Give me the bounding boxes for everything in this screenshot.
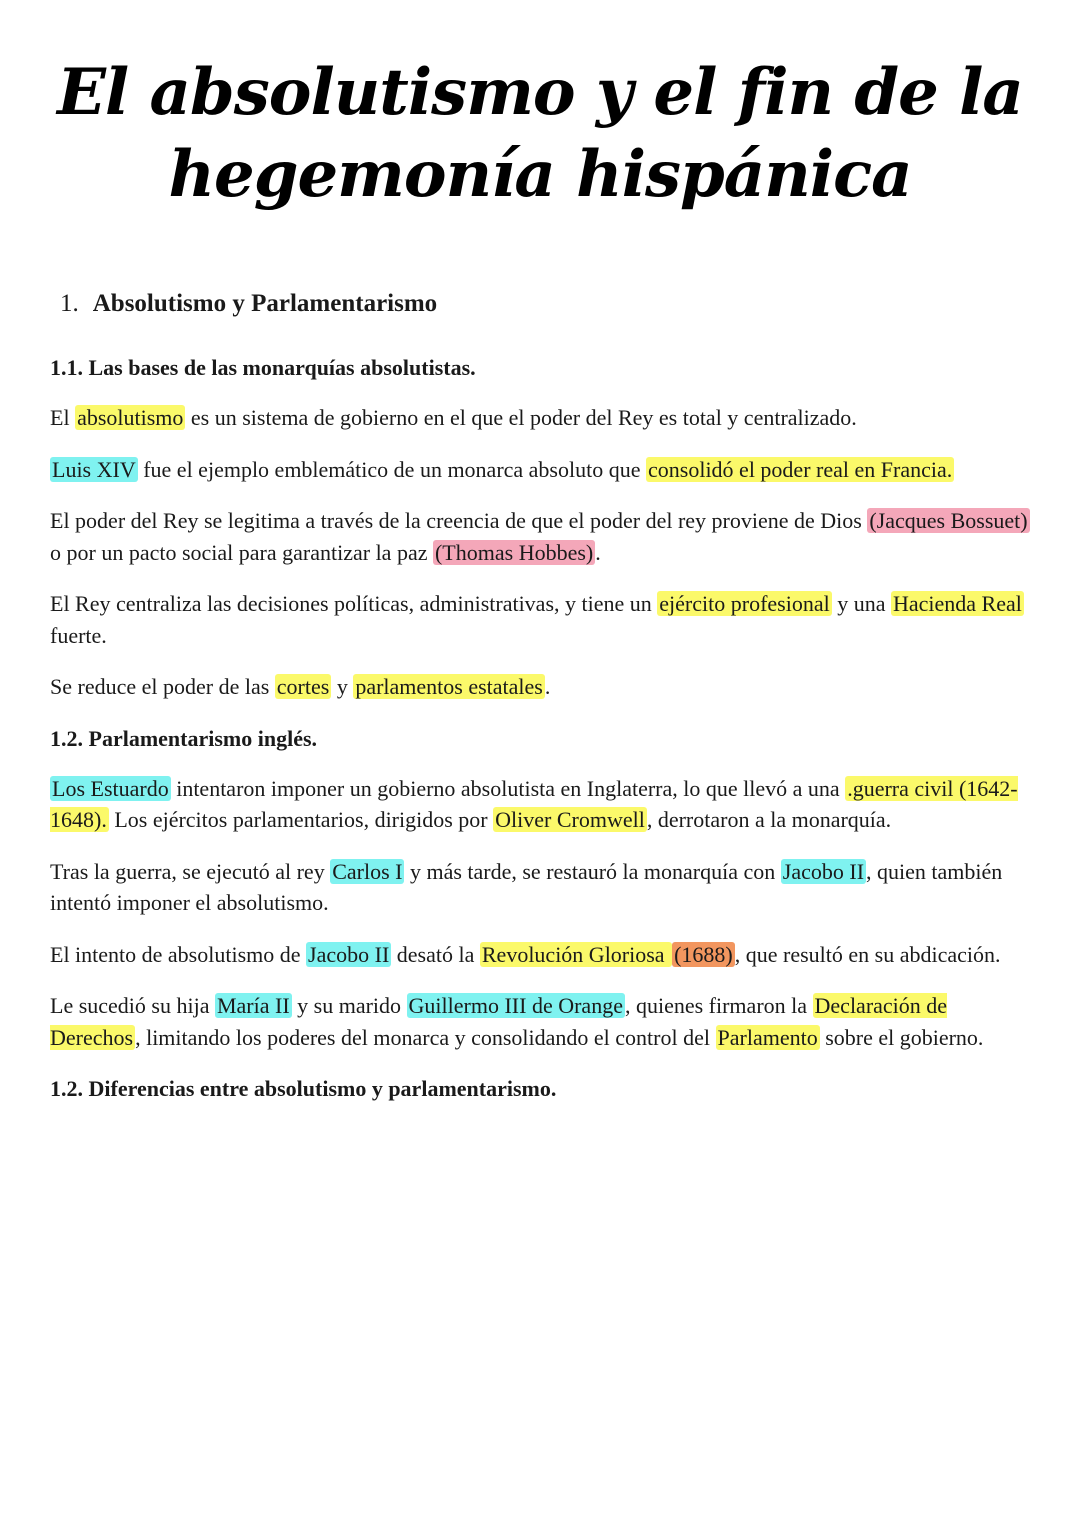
section-title: Absolutismo y Parlamentarismo	[92, 290, 438, 317]
paragraph-estuardo	[50, 773, 1035, 836]
subsection-heading-1-2: 1.2. Parlamentarismo inglés.	[50, 725, 318, 751]
highlight-orange: (1688)	[674, 941, 733, 967]
highlight-pink: (Jacques Bossuet)	[869, 508, 1028, 533]
section-heading	[60, 286, 1035, 322]
text: sobre el gobierno.	[819, 1024, 984, 1050]
highlight-yellow: Revolución Gloriosa	[481, 941, 671, 967]
highlight-cyan: Luis XIV	[52, 456, 136, 482]
text: Tras la guerra, se ejecutó al rey	[50, 858, 331, 884]
highlight-cyan: Jacobo II	[308, 941, 390, 967]
highlight-yellow: absolutismo	[77, 405, 184, 430]
section-number: 1.	[60, 290, 79, 317]
text: , limitando los poderes del monarca y consolidando el control del	[135, 1024, 716, 1050]
highlight-yellow: Parlamento	[717, 1024, 818, 1050]
text: fuerte.	[50, 622, 107, 648]
paragraph-absolutismo-definition	[50, 402, 1035, 434]
text: desató la	[391, 941, 480, 967]
text: Se reduce el poder de las	[50, 674, 275, 699]
highlight-cyan: Carlos I	[332, 858, 403, 884]
highlight-yellow: cortes	[276, 674, 330, 699]
document-body	[50, 286, 1035, 1123]
text: , quienes firmaron la	[624, 993, 813, 1018]
text: El Rey centraliza las decisiones políticas, administrativas, y tiene un	[50, 591, 658, 616]
text: intentaron imponer un gobierno absolutista en Inglaterra, lo que llevó a una	[170, 775, 846, 801]
paragraph-maria-guillermo	[50, 990, 1035, 1053]
text: Le sucedió su hija	[50, 993, 215, 1018]
highlight-yellow: ejército profesional	[659, 591, 830, 616]
subsection-heading-1-1: 1.1. Las bases de las monarquías absolutistas.	[50, 355, 476, 380]
paragraph-centralization	[50, 588, 1035, 651]
text: y más tarde, se restauró la monarquía con	[404, 858, 781, 884]
paragraph-revolucion-gloriosa	[50, 939, 1035, 971]
text: , que resultó en su abdicación.	[734, 941, 1001, 967]
paragraph-carlos-jacobo	[50, 856, 1035, 919]
text: Los ejércitos parlamentarios, dirigidos por	[108, 807, 494, 832]
text: El	[50, 405, 76, 430]
text: .	[595, 539, 601, 565]
highlight-cyan: Jacobo II	[782, 858, 865, 884]
text: y	[331, 674, 354, 699]
text: , quien también intentó imponer el absolutismo.	[50, 858, 1003, 915]
text: , derrotaron a la monarquía.	[646, 807, 892, 832]
page-title: El absolutismo y el fin de la hegemonía hispánica	[57, 55, 1023, 212]
text: .	[544, 674, 551, 699]
highlight-yellow: Oliver Cromwell	[495, 807, 645, 832]
highlight-yellow: Hacienda Real	[892, 591, 1022, 616]
paragraph-legitimacy	[50, 505, 1035, 568]
text: El poder del Rey se legitima a través de la creencia de que el poder del rey proviene de Dios	[50, 508, 868, 533]
text: fue el ejemplo emblemático de un monarca absoluto que	[137, 456, 646, 482]
subsection-heading-differences: 1.2. Diferencias entre absolutismo y parlamentarismo.	[50, 1076, 557, 1101]
highlight-yellow: consolidó el poder real en Francia.	[648, 456, 953, 482]
text: y una	[831, 591, 891, 616]
highlight-yellow: .guerra civil (1642-1648).	[50, 775, 1018, 832]
text: es un sistema de gobierno en el que el poder del Rey es total y centralizado.	[185, 405, 857, 430]
text: El intento de absolutismo de	[50, 941, 307, 967]
paragraph-cortes	[50, 671, 1035, 703]
paragraph-luis-xiv	[50, 454, 1035, 486]
highlight-pink: (Thomas Hobbes)	[434, 539, 594, 565]
text: o por un pacto social para garantizar la paz	[50, 539, 433, 565]
highlight-cyan: María II	[216, 993, 290, 1018]
text: y su marido	[291, 993, 407, 1018]
highlight-yellow: Declaración de Derechos	[50, 993, 948, 1050]
highlight-cyan: Los Estuardo	[52, 775, 169, 801]
highlight-yellow: parlamentos estatales	[355, 674, 543, 699]
highlight-cyan: Guillermo III de Orange	[408, 993, 623, 1018]
